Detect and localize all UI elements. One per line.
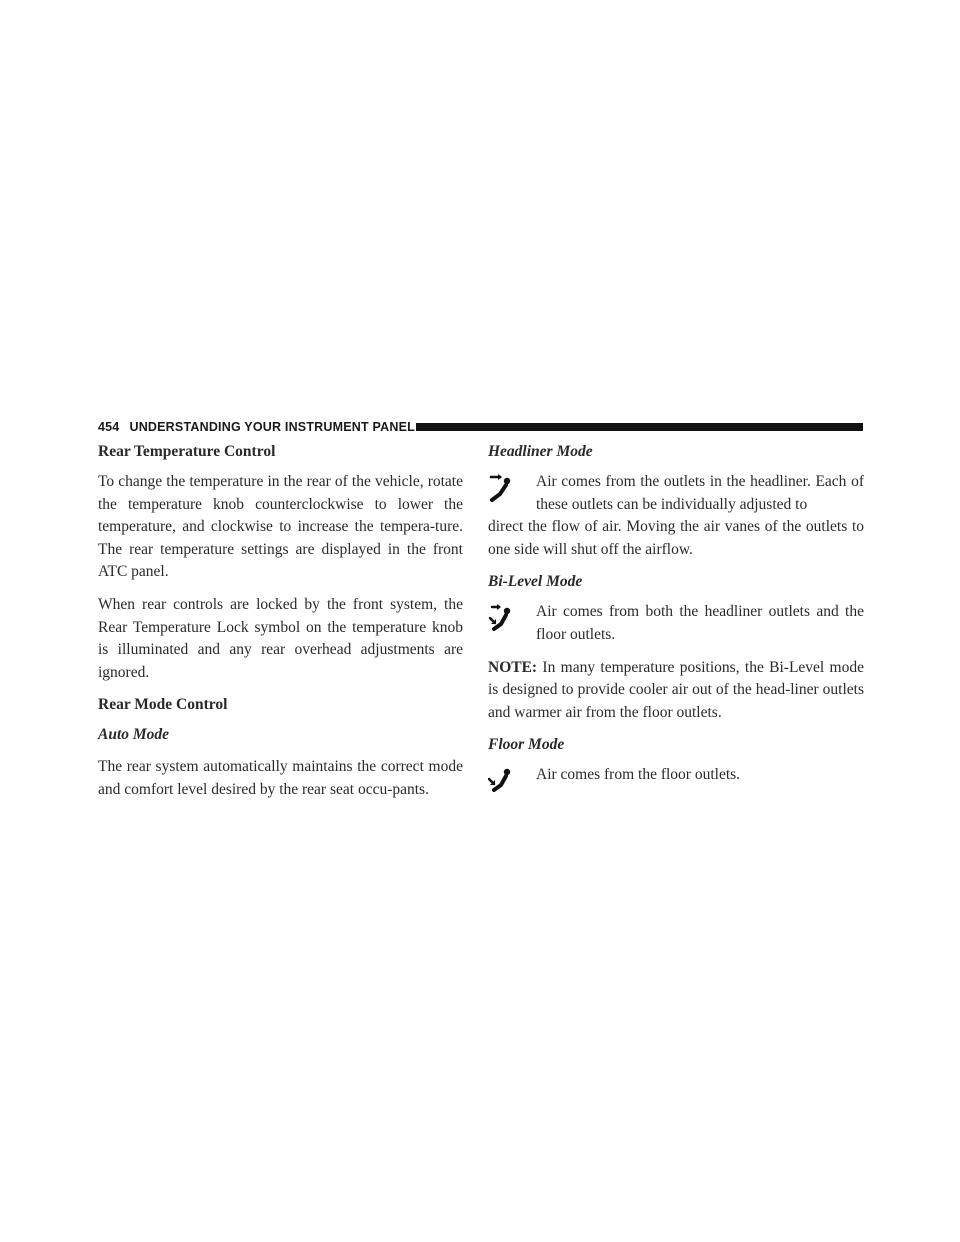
bilevel-mode-text: Air comes from both the headliner outlets and the floor outlets. <box>536 603 864 643</box>
auto-mode-paragraph: The rear system automatically maintains the correct mode and comfort level desired by the rear seat occu-pants. <box>98 758 463 798</box>
page-number: 454 <box>98 420 120 434</box>
floor-mode-heading: Floor Mode <box>488 736 565 754</box>
note-label: NOTE: <box>488 658 538 676</box>
rear-temperature-paragraph-2: When rear controls are locked by the front system, the Rear Temperature Lock symbol on the temperature knob is illuminated and any rear overhead adjustments are ignored. <box>98 595 463 681</box>
right-column <box>488 441 864 787</box>
bilevel-mode-heading: Bi-Level Mode <box>488 573 583 591</box>
headliner-mode-icon <box>488 473 514 503</box>
section-title: UNDERSTANDING YOUR INSTRUMENT PANEL <box>129 420 415 434</box>
header-rule <box>416 423 863 431</box>
floor-mode-text: Air comes from the floor outlets. <box>536 766 741 784</box>
rear-temperature-paragraph-1: To change the temperature in the rear of the vehicle, rotate the temperature knob counterclockwise to lower the temperature, and clockwise to increase the tempera-ture. The rear temperature settings are displayed in the front ATC panel. <box>98 473 463 581</box>
header-label <box>98 419 415 435</box>
note-paragraph <box>488 657 864 725</box>
headliner-mode-heading: Headliner Mode <box>488 443 593 460</box>
page-header <box>98 419 863 435</box>
auto-mode-heading: Auto Mode <box>98 726 170 744</box>
note-text: In many temperature positions, the Bi-Level mode is designed to provide cooler air out of the head-liner outlets and warmer air from the floor outlets. <box>488 658 864 721</box>
left-column <box>98 441 463 802</box>
floor-mode-block <box>488 764 864 787</box>
rear-temperature-heading: Rear Temperature Control <box>98 443 276 460</box>
bilevel-mode-icon <box>488 603 514 633</box>
bilevel-mode-block <box>488 601 864 646</box>
headliner-mode-text-continued: direct the flow of air. Moving the air vanes of the outlets to one side will shut off the airflow. <box>488 518 864 558</box>
headliner-mode-block <box>488 471 864 516</box>
rear-mode-heading: Rear Mode Control <box>98 696 228 714</box>
floor-mode-icon <box>488 766 514 796</box>
headliner-mode-text: Air comes from the outlets in the headliner. Each of these outlets can be individually adjusted to <box>536 473 864 513</box>
